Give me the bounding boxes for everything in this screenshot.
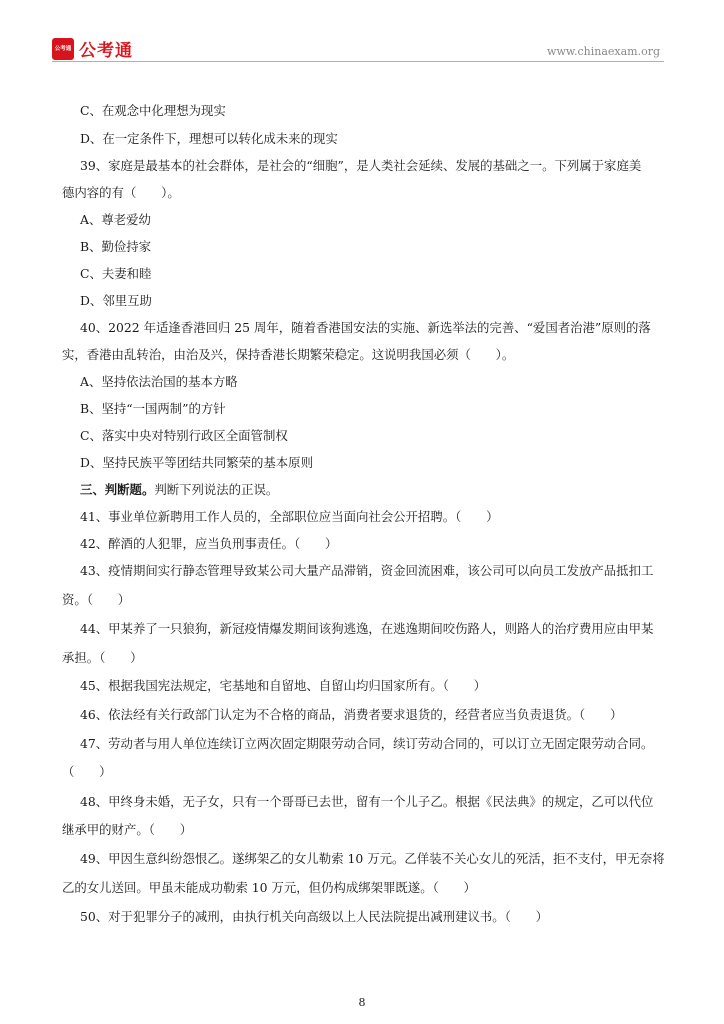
option-line: B、坚持“一国两制”的方针 xyxy=(80,401,226,416)
question-line: 48、甲终身未婚，无子女，只有一个哥哥已去世，留有一个儿子乙。根据《民法典》的规定，乙可以代位 xyxy=(80,794,654,809)
question-line: 43、疫情期间实行静态管理导致某公司大量产品滞销，资金回流困难，该公司可以向员工发放产品抵扣工 xyxy=(80,563,654,578)
question-line: 42、醉酒的人犯罪，应当负刑事责任。（ ） xyxy=(80,536,338,551)
question-line: 实，香港由乱转治，由治及兴，保持香港长期繁荣稳定。这说明我国必须（ ）。 xyxy=(62,347,515,362)
question-line: （ ） xyxy=(62,764,112,779)
page-number: 8 xyxy=(358,996,366,1009)
question-line: 49、甲因生意纠纷怨恨乙。遂绑架乙的女儿勒索 10 万元。乙佯装不关心女儿的死活，拒不支付，甲无奈将 xyxy=(80,851,665,866)
option-line: C、在观念中化理想为现实 xyxy=(80,103,226,118)
question-line: 40、2022 年适逢香港回归 25 周年，随着香港国安法的实施、新选举法的完善、“爱国者治港”原则的落 xyxy=(80,320,651,335)
site-url: www.chinaexam.org xyxy=(547,45,660,58)
section-title: 三、判断题。 xyxy=(80,482,155,497)
option-line: C、落实中央对特别行政区全面管制权 xyxy=(80,428,288,443)
question-line: 46、依法经有关行政部门认定为不合格的商品，消费者要求退货的，经营者应当负责退货。（ ） xyxy=(80,707,623,722)
option-line: C、夫妻和睦 xyxy=(80,266,152,281)
option-line: A、尊老爱幼 xyxy=(80,212,151,227)
question-line: 50、对于犯罪分子的减刑，由执行机关向高级以上人民法院提出减刑建议书。（ ） xyxy=(80,909,549,924)
question-line: 39、家庭是最基本的社会群体，是社会的“细胞”，是人类社会延续、发展的基础之一。下列属于家庭美 xyxy=(80,158,642,173)
page-header xyxy=(52,32,664,62)
option-line: A、坚持依法治国的基本方略 xyxy=(80,374,238,389)
section-instruction: 判断下列说法的正误。 xyxy=(154,482,279,497)
question-line: 承担。（ ） xyxy=(62,650,143,665)
question-line: 41、事业单位新聘用工作人员的，全部职位应当面向社会公开招聘。（ ） xyxy=(80,509,499,524)
header-divider xyxy=(52,61,664,62)
option-line: D、在一定条件下，理想可以转化成未来的现实 xyxy=(80,131,338,146)
option-line: D、坚持民族平等团结共同繁荣的基本原则 xyxy=(80,455,313,470)
question-line: 继承甲的财产。（ ） xyxy=(62,822,193,837)
logo xyxy=(52,36,133,61)
section-heading xyxy=(80,483,278,497)
question-line: 资。（ ） xyxy=(62,592,131,607)
question-line: 44、甲某养了一只狼狗，新冠疫情爆发期间该狗逃逸，在逃逸期间咬伤路人，则路人的治疗费用应由甲某 xyxy=(80,621,654,636)
question-line: 45、根据我国宪法规定，宅基地和自留地、自留山均归国家所有。（ ） xyxy=(80,678,487,693)
question-line: 德内容的有（ ）。 xyxy=(62,185,180,200)
logo-badge-icon: 公考通 xyxy=(52,38,74,60)
question-line: 乙的女儿送回。甲虽未能成功勒索 10 万元，但仍构成绑架罪既遂。（ ） xyxy=(62,880,476,895)
option-line: D、邻里互助 xyxy=(80,293,152,308)
question-line: 47、劳动者与用人单位连续订立两次固定期限劳动合同，续订劳动合同的，可以订立无固定限劳动合同。 xyxy=(80,736,654,751)
option-line: B、勤俭持家 xyxy=(80,239,152,254)
logo-text: 公考通 xyxy=(79,41,133,61)
